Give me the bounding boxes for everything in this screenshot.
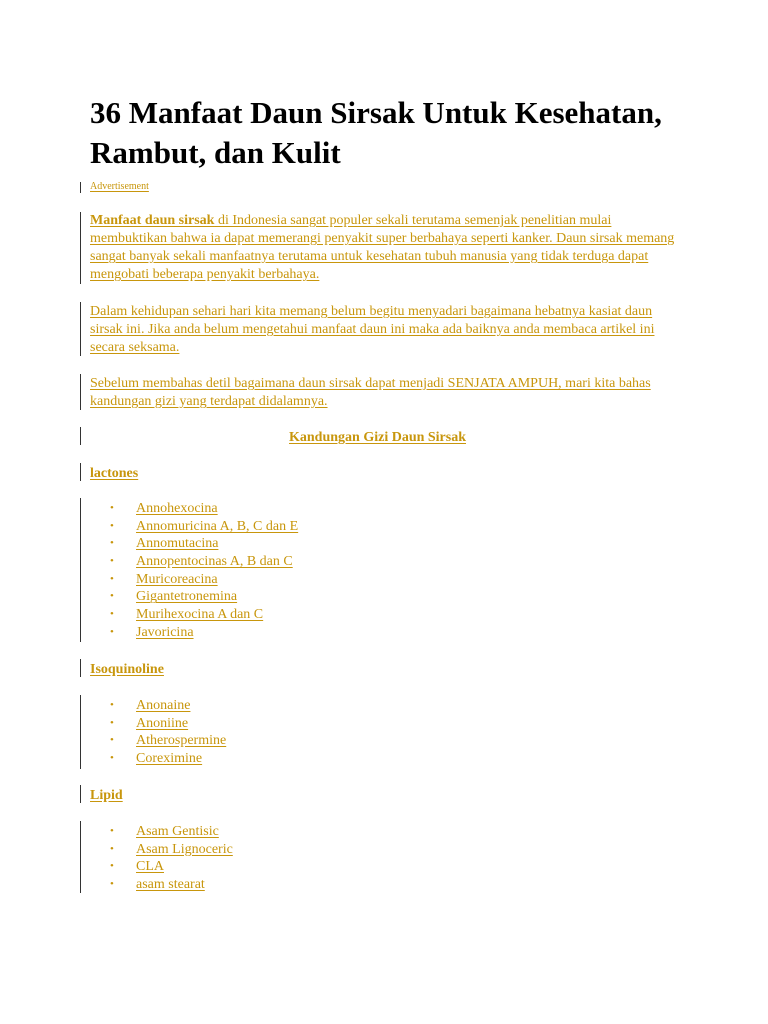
- blockquote-bar: [80, 498, 81, 642]
- bullet-icon: •: [110, 734, 114, 747]
- blockquote-bar: [80, 212, 81, 284]
- blockquote-bar: [80, 427, 81, 445]
- group-heading-lipid[interactable]: Lipid: [90, 788, 123, 803]
- list-item[interactable]: • asam stearat: [110, 877, 205, 893]
- bullet-icon: •: [110, 716, 114, 729]
- list-item[interactable]: • Gigantetronemina: [110, 589, 238, 605]
- list-item[interactable]: • Javoricina: [110, 624, 194, 640]
- list-item[interactable]: • Annomutacina: [110, 536, 219, 552]
- list-item[interactable]: • Anoniine: [110, 715, 189, 731]
- list-item[interactable]: • Annohexocina: [110, 501, 218, 516]
- intro-bold-link[interactable]: Manfaat daun sirsak: [90, 213, 215, 228]
- page-title: 36 Manfaat Daun Sirsak Untuk Kesehatan, Rambut, dan Kulit: [90, 95, 662, 170]
- bullet-icon: •: [110, 699, 114, 711]
- group-heading-isoquinoline[interactable]: Isoquinoline: [90, 662, 164, 677]
- blockquote-bar: [80, 182, 81, 193]
- blockquote-bar: [80, 374, 81, 410]
- blockquote-bar: [80, 785, 81, 803]
- bullet-icon: •: [110, 825, 114, 837]
- list-item[interactable]: • Atherospermine: [110, 733, 227, 749]
- bullet-icon: •: [110, 860, 114, 873]
- blockquote-bar: [80, 302, 81, 356]
- bullet-icon: •: [110, 590, 114, 603]
- section-heading[interactable]: Kandungan Gizi Daun Sirsak: [289, 430, 467, 445]
- intro-paragraph[interactable]: [90, 212, 680, 284]
- list-item[interactable]: • Anonaine: [110, 698, 191, 713]
- list-item[interactable]: • Murihexocina A dan C: [110, 607, 264, 623]
- bullet-icon: •: [110, 519, 114, 532]
- bullet-icon: •: [110, 752, 114, 765]
- blockquote-bar: [80, 821, 81, 893]
- list-isoquinoline: [110, 697, 226, 768]
- list-lactones: [110, 500, 298, 642]
- intro-text: di Indonesia sangat populer sekali terutama semenjak penelitian mulai membuktikan bahwa ia dapat memerangi penyakit super berbahaya seperti kanker. Daun sirsak memang sangat banyak sekali manfaatnya terutama untuk kesehatan tubuh manusia yang tidak terduga dapat mengobati beberapa penyakit berbahaya.: [90, 213, 675, 282]
- bullet-icon: •: [110, 555, 114, 568]
- list-item[interactable]: • Annopentocinas A, B dan C: [110, 554, 293, 570]
- bullet-icon: •: [110, 572, 114, 585]
- blockquote-bar: [80, 463, 81, 481]
- list-item[interactable]: • Asam Lignoceric: [110, 841, 233, 857]
- list-item[interactable]: • CLA: [110, 859, 164, 875]
- bullet-icon: •: [110, 625, 114, 638]
- list-item[interactable]: • Coreximine: [110, 751, 203, 767]
- list-item[interactable]: • Annomuricina A, B, C dan E: [110, 518, 299, 534]
- bullet-icon: •: [110, 537, 114, 550]
- group-heading-lactones[interactable]: lactones: [90, 466, 139, 481]
- blockquote-bar: [80, 659, 81, 677]
- paragraph-2[interactable]: Dalam kehidupan sehari hari kita memang belum begitu menyadari bagaimana hebatnya kasiat daun sirsak ini. Jika anda belum mengetahui manfaat daun ini maka ada baiknya anda membaca artikel ini secara seksama.: [90, 304, 655, 355]
- advertisement-link[interactable]: Advertisement: [90, 181, 149, 192]
- list-item[interactable]: • Asam Gentisic: [110, 824, 219, 839]
- list-item[interactable]: • Muricoreacina: [110, 571, 218, 587]
- bullet-icon: •: [110, 608, 114, 621]
- list-lipid: [110, 823, 233, 894]
- blockquote-bar: [80, 695, 81, 769]
- bullet-icon: •: [110, 842, 114, 855]
- bullet-icon: •: [110, 878, 114, 891]
- paragraph-3[interactable]: Sebelum membahas detil bagaimana daun sirsak dapat menjadi SENJATA AMPUH, mari kita bahas kandungan gizi yang terdapat didalamnya.: [90, 376, 651, 409]
- bullet-icon: •: [110, 502, 114, 514]
